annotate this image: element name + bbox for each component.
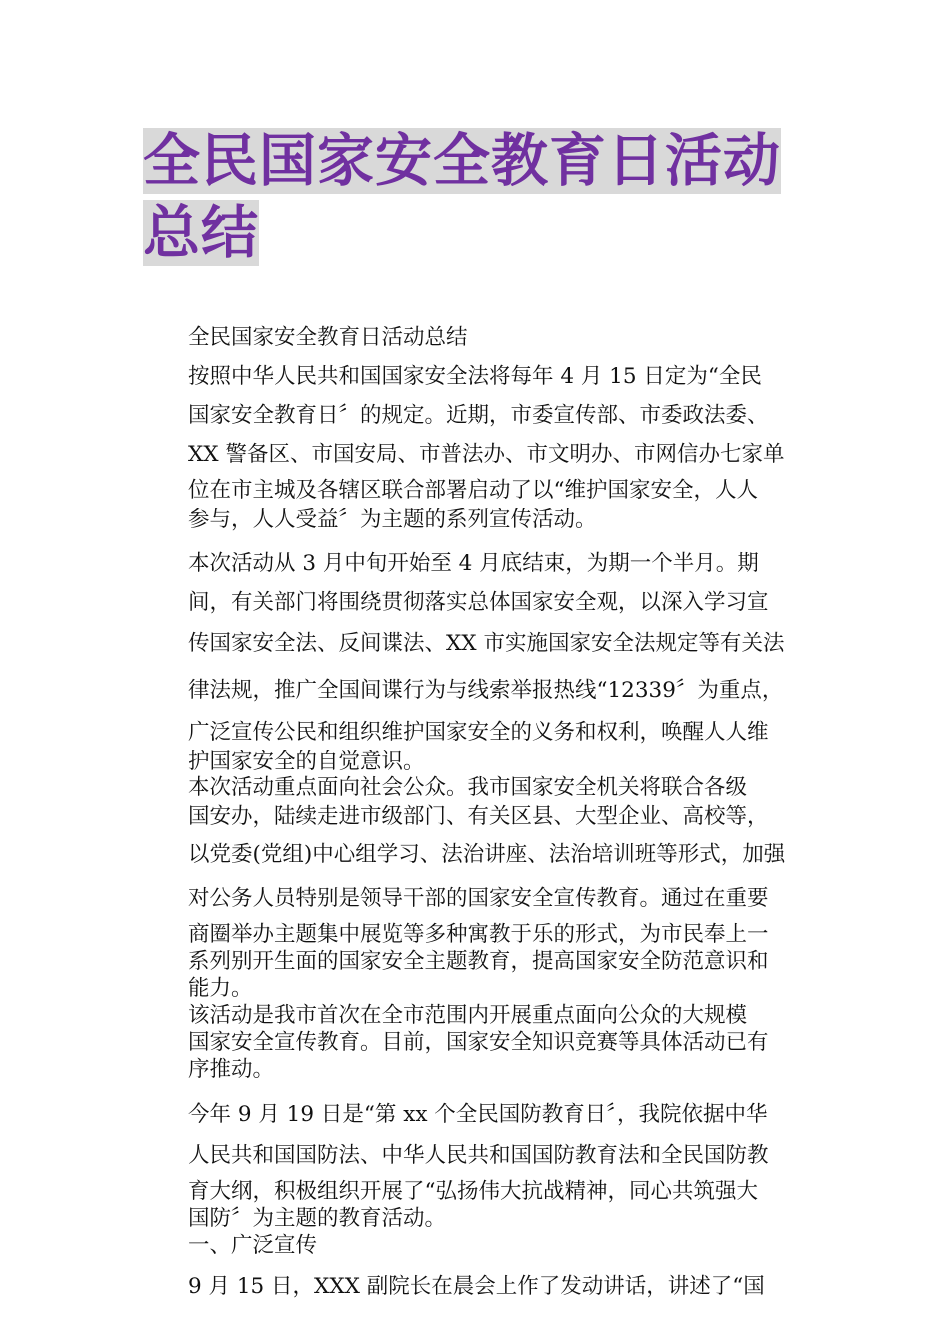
- text-line: 该活动是我市首次在全市范围内开展重点面向公众的大规模: [188, 1003, 748, 1028]
- text-line: 本次活动从 3 月中旬开始至 4 月底结束，为期一个半月。期: [188, 551, 759, 576]
- text-line: 参与，人人受益〞为主题的系列宣传活动。: [188, 508, 597, 532]
- text-line: 对公务人员特别是领导干部的国家安全宣传教育。通过在重要: [188, 886, 769, 911]
- text-line: 商圈举办主题集中展览等多种寓教于乐的形式，为市民奉上一: [188, 922, 769, 947]
- text-line: 以党委(党组)中心组学习、法治讲座、法治培训班等形式，加强: [188, 842, 786, 867]
- text-line: 序推动。: [188, 1057, 275, 1082]
- paragraph-3: [145, 774, 810, 1002]
- text-line: 一、广泛宣传: [188, 1233, 318, 1258]
- text-line: 国家安全宣传教育。目前，国家安全知识竞赛等具体活动已有: [188, 1030, 769, 1055]
- text-line: 人民共和国国防法、中华人民共和国国防教育法和全民国防教: [188, 1143, 769, 1168]
- document-body: [145, 318, 810, 1306]
- text-line: 国安办，陆续走进市级部门、有关区县、大型企业、高校等，: [188, 804, 769, 829]
- section-heading-1: [145, 1232, 810, 1259]
- text-line: 9 月 15 日，XXX 副院长在晨会上作了发动讲话，讲述了“国: [188, 1274, 765, 1299]
- text-line: 律法规，推广全国间谍行为与线索举报热线“12339〞为重点，: [188, 678, 784, 703]
- text-line: 国防〞为主题的教育活动。: [188, 1206, 447, 1231]
- text-line: 传国家安全法、反间谍法、XX 市实施国家安全法规定等有关法: [188, 631, 785, 656]
- paragraph-2: [145, 544, 810, 774]
- paragraph-5: [145, 1095, 810, 1232]
- text-line: 按照中华人民共和国国家安全法将每年 4 月 15 日定为“全民: [188, 364, 762, 389]
- text-line: 本次活动重点面向社会公众。我市国家安全机关将联合各级: [188, 775, 748, 800]
- title-line-1: 全民国家安全教育日活动: [143, 128, 781, 194]
- document-title: [143, 128, 813, 272]
- text-line: 今年 9 月 19 日是“第 xx 个全民国防教育日〞，我院依据中华: [188, 1102, 768, 1127]
- text-line: 国家安全教育日〞的规定。近期，市委宣传部、市委政法委、: [188, 403, 769, 428]
- text-line: XX 警备区、市国安局、市普法办、市文明办、市网信办七家单: [188, 442, 785, 467]
- paragraph-4: [145, 1002, 810, 1083]
- title-line-2: 总结: [143, 200, 259, 266]
- text-line: 广泛宣传公民和组织维护国家安全的义务和权利，唤醒人人维: [188, 720, 769, 745]
- text-line: 间，有关部门将围绕贯彻落实总体国家安全观，以深入学习宣: [188, 590, 769, 615]
- text-line: 育大纲，积极组织开展了“弘扬伟大抗战精神，同心共筑强大: [188, 1179, 758, 1204]
- text-line: 全民国家安全教育日活动总结: [188, 325, 468, 350]
- text-line: 护国家安全的自觉意识。: [188, 750, 425, 774]
- subtitle-paragraph: [145, 318, 810, 357]
- text-line: 系列别开生面的国家安全主题教育，提高国家安全防范意识和: [188, 949, 769, 974]
- paragraph-1: [145, 357, 810, 532]
- text-line: 能力。: [188, 976, 253, 1001]
- text-line: 位在市主城及各辖区联合部署启动了以“维护国家安全，人人: [188, 478, 758, 503]
- paragraph-6: [145, 1267, 810, 1306]
